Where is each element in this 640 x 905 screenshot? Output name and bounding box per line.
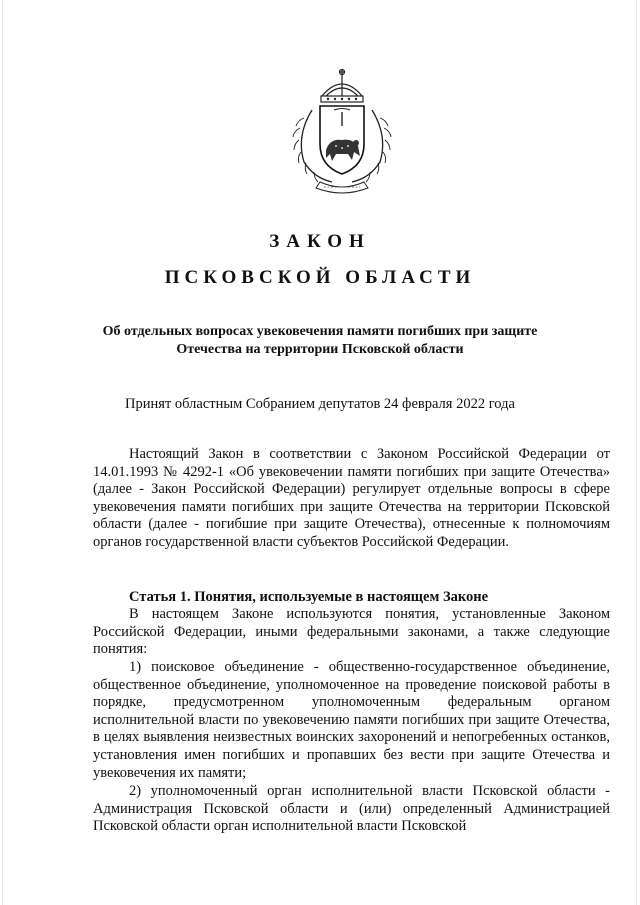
scan-edge-right [636,0,637,905]
article-1-item-2: 2) уполномоченный орган исполнительной власти Псковской области - Администрация Псковской области и (или) определенный Администрацией Псковской области орган исполнительной власти Псковской [93,783,610,835]
scan-edge-left [2,0,3,905]
adoption-note: Принят областным Собранием депутатов 24 февраля 2022 года [125,396,515,412]
region-title: ПСКОВСКОЙ ОБЛАСТИ [164,267,476,288]
article-1-heading: Статья 1. Понятия, используемые в настоящем Законе [129,589,489,605]
law-title: ЗАКОН [269,231,371,252]
article-1-item-1: 1) поисковое объединение - общественно-государственное объединение, общественное объединение, уполномоченное на проведение поисковой работы в порядке, предусмотренном уполномоченным федеральным органом исполнительной власти по увековечению памяти погибших при защите Отечества, в целях выявления неизвестных воинских захоронений и непогребенных останков, установления имен погибших и пропавших без вести при защите Отечества и увековечения их памяти; [93,659,610,781]
law-subtitle: Об отдельных вопросах увековечения памяти погибших при защите Отечества на территории Псковской области [102,324,538,357]
coat-of-arms-icon [290,66,394,196]
preamble-paragraph: Настоящий Закон в соответствии с Законом Российской Федерации от 14.01.1993 № 4292-1 «Об увековечении памяти погибших при защите Отечества» (далее - Закон Российской Федерации) регулирует отдельные вопросы в сфере увековечения памяти погибших при защите Отечества на территории Псковской области (далее - погибшие при защите Отечества), отнесенные к полномочиям органов государственной власти субъектов Российской Федерации. [93,446,610,550]
article-1-paragraph: В настоящем Законе используются понятия, установленные Законом Российской Федерации, иными федеральными законами, а также следующие понятия: [93,606,610,658]
